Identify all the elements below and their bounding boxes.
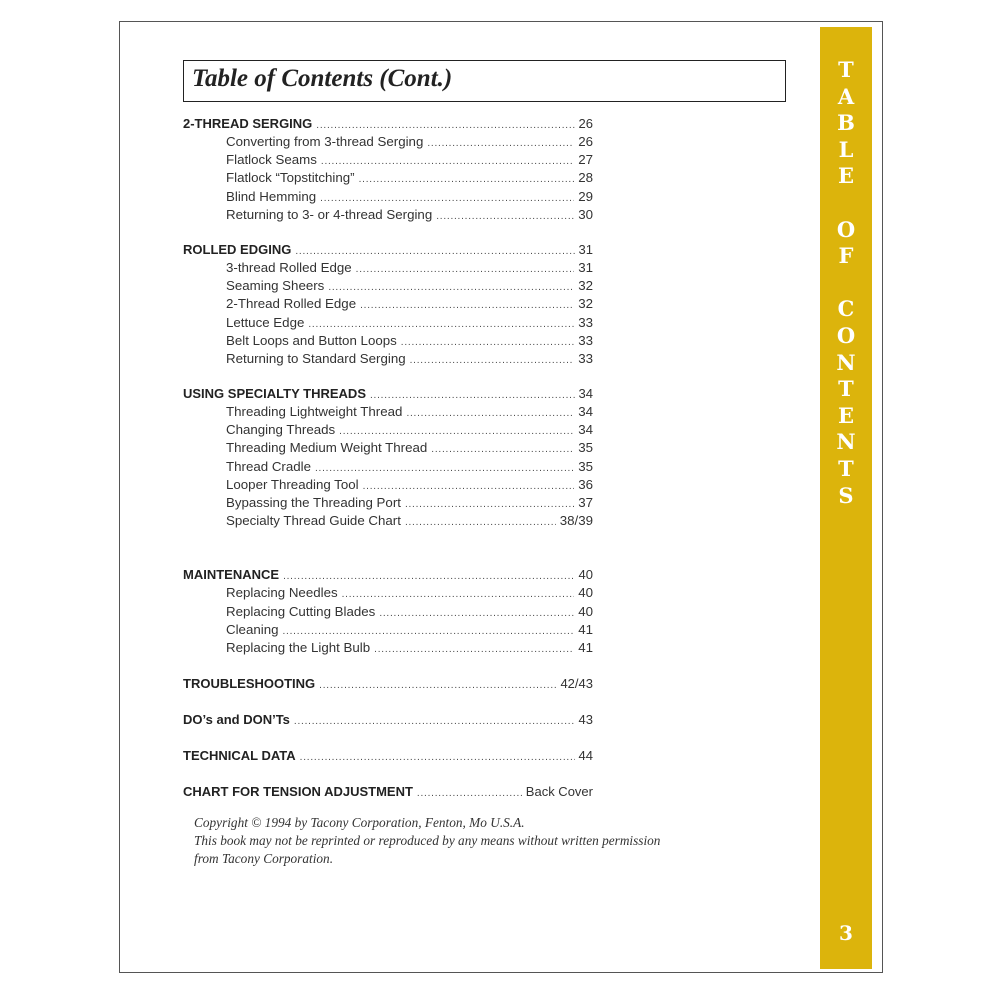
sidebar-letter-gap [820,190,872,217]
toc-entry-page: 40 [578,603,593,619]
toc-entry-label: Converting from 3-thread Serging [226,134,424,149]
toc-entry-label: USING SPECIALTY THREADS [183,386,366,402]
page-title: Table of Contents (Cont.) [192,65,453,92]
toc-entry-page: 38/39 [559,513,593,529]
dot-leader [294,716,575,727]
toc-subentry-row[interactable] [183,495,593,513]
toc-entry-label: DO’s and DON’Ts [183,712,290,728]
toc-subentry-row[interactable] [183,152,593,170]
toc-entry-page: 29 [578,188,593,204]
dot-leader [405,499,574,510]
toc-entry-label: Thread Cradle [226,458,311,474]
toc-entry-page: 36 [578,476,593,492]
toc-subentry-row[interactable] [183,477,593,495]
toc-entry-page: 28 [578,170,593,186]
toc-subentry-row[interactable] [183,315,593,333]
toc-entry-page: 26 [578,134,593,149]
toc-entry-page: 43 [578,712,593,728]
toc-entry-label: Replacing the Light Bulb [226,639,371,655]
sidebar-letter: E [837,402,854,428]
toc-subentry-row[interactable] [183,134,593,152]
toc-entry-label: TROUBLESHOOTING [183,676,316,692]
toc-entry-page: Back Cover [525,784,593,800]
sidebar-tab [820,27,872,969]
toc-entry-page: 27 [578,152,593,168]
dot-leader [300,752,575,763]
dot-leader [308,319,574,330]
dot-leader [374,644,574,655]
dot-leader [321,156,574,167]
sidebar-letter: O [836,216,856,242]
toc-entry-label: Returning to Standard Serging [226,350,406,366]
dot-leader [283,626,575,637]
toc-subentry-row[interactable] [183,296,593,314]
toc-subentry-row[interactable] [183,604,593,622]
table-of-contents [183,116,593,802]
dot-leader [370,390,575,401]
toc-subentry-row[interactable] [183,513,593,531]
toc-subentry-row[interactable] [183,459,593,477]
toc-section-row[interactable] [183,784,593,801]
dot-leader [360,300,574,311]
toc-subentry-row[interactable] [183,640,593,658]
sidebar-letter: L [838,136,854,162]
dot-leader [356,264,575,275]
toc-entry-page: 37 [578,495,593,510]
sidebar-letter-gap [820,270,872,297]
toc-entry-label: Replacing Cutting Blades [226,603,376,619]
sidebar-letter: T [838,57,854,82]
toc-subentry-row[interactable] [183,351,593,369]
copyright-line-1: Copyright © 1994 by Tacony Corporation, Fenton, Mo U.S.A. [194,815,525,830]
toc-subentry-row[interactable] [183,260,593,278]
toc-subentry-row[interactable] [183,278,593,296]
dot-leader [405,517,556,528]
copyright-line-3: from Tacony Corporation. [194,851,334,866]
toc-subentry-row[interactable] [183,170,593,188]
toc-entry-page: 31 [578,259,593,275]
sidebar-letter: S [838,482,854,508]
dot-leader [328,282,574,293]
toc-entry-label: Belt Loops and Button Loops [226,332,397,348]
sidebar-letter: T [838,376,854,402]
toc-subentry-row[interactable] [183,422,593,440]
toc-entry-label: Bypassing the Threading Port [226,495,401,510]
dot-leader [363,481,575,492]
dot-leader [319,680,556,691]
toc-entry-page: 35 [578,458,593,474]
sidebar-letter: F [838,243,854,269]
toc-entry-page: 34 [578,404,593,420]
dot-leader [315,463,574,474]
toc-entry-label: Lettuce Edge [226,314,305,330]
toc-entry-page: 34 [578,422,593,438]
sidebar-letter: N [836,349,856,375]
page-number: 3 [839,921,853,945]
toc-entry-label: Replacing Needles [226,585,338,601]
copyright-notice [194,814,660,868]
toc-entry-page: 41 [578,639,593,655]
toc-entry-page: 44 [578,748,593,764]
dot-leader [417,788,522,799]
toc-entry-label: Threading Lightweight Thread [226,404,403,420]
dot-leader [283,571,574,582]
sidebar-vertical-text [820,57,872,509]
dot-leader [410,355,575,366]
toc-entry-label: Changing Threads [226,422,336,438]
toc-entry-page: 40 [578,567,593,583]
toc-entry-label: Cleaning [226,621,279,637]
sidebar-letter: A [837,83,855,109]
toc-entry-label: Blind Hemming [226,188,317,204]
dot-leader [295,246,574,257]
toc-entry-label: ROLLED EDGING [183,241,292,257]
sidebar-letter: T [838,455,854,481]
toc-entry-page: 33 [578,332,593,348]
toc-entry-label: MAINTENANCE [183,567,280,583]
toc-entry-page: 42/43 [560,676,593,692]
toc-entry-page: 32 [578,278,593,294]
toc-section-row[interactable] [183,676,593,693]
toc-entry-page: 34 [578,386,593,402]
toc-entry-label: Seaming Sheers [226,278,325,294]
toc-entry-label: Looper Threading Tool [226,476,359,492]
toc-subentry-row[interactable] [183,333,593,351]
toc-entry-label: Threading Medium Weight Thread [226,440,428,456]
toc-section-row[interactable] [183,748,593,765]
dot-leader [320,193,574,204]
toc-entry-label: Specialty Thread Guide Chart [226,513,401,529]
toc-entry-label: Flatlock “Topstitching” [226,170,355,186]
toc-subentry-row[interactable] [183,207,593,225]
toc-subentry-row[interactable] [183,404,593,422]
toc-entry-label: CHART FOR TENSION ADJUSTMENT [183,784,413,800]
dot-leader [359,174,575,185]
toc-section-row[interactable] [183,567,593,584]
toc-entry-page: 30 [578,206,593,222]
title-box [183,60,786,102]
dot-leader [406,408,574,419]
toc-section-row[interactable] [183,712,593,729]
toc-entry-page: 31 [578,241,593,257]
toc-entry-page: 33 [578,314,593,330]
toc-section-row[interactable] [183,116,593,133]
copyright-line-2: This book may not be reprinted or reproduced by any means without written permission [194,833,661,848]
dot-leader [436,211,574,222]
toc-entry-label: 3-thread Rolled Edge [226,259,352,275]
toc-entry-page: 40 [578,585,593,601]
sidebar-letter: O [836,322,856,348]
dot-leader [342,589,575,600]
dot-leader [431,444,574,455]
sidebar-letter: B [837,110,855,136]
toc-entry-page: 26 [578,116,593,131]
toc-subentry-row[interactable] [183,585,593,603]
sidebar-letter: E [837,163,854,189]
dot-leader [379,608,574,619]
toc-entry-page: 33 [578,350,593,366]
toc-subentry-row[interactable] [183,189,593,207]
toc-section-row[interactable] [183,242,593,259]
toc-subentry-row[interactable] [183,440,593,458]
toc-entry-page: 32 [578,296,593,312]
toc-entry-page: 41 [578,621,593,637]
dot-leader [316,120,574,131]
dot-leader [339,426,574,437]
toc-entry-label: 2-Thread Rolled Edge [226,296,357,312]
sidebar-letter: C [837,296,855,322]
toc-entry-label: TECHNICAL DATA [183,748,296,764]
toc-entry-label: 2-THREAD SERGING [183,116,313,131]
sidebar-letter: N [836,429,856,455]
toc-section-row[interactable] [183,386,593,403]
dot-leader [401,337,574,348]
dot-leader [427,138,574,149]
toc-entry-label: Flatlock Seams [226,152,317,168]
toc-entry-label: Returning to 3- or 4-thread Serging [226,206,433,222]
toc-entry-page: 35 [578,440,593,456]
toc-subentry-row[interactable] [183,622,593,640]
